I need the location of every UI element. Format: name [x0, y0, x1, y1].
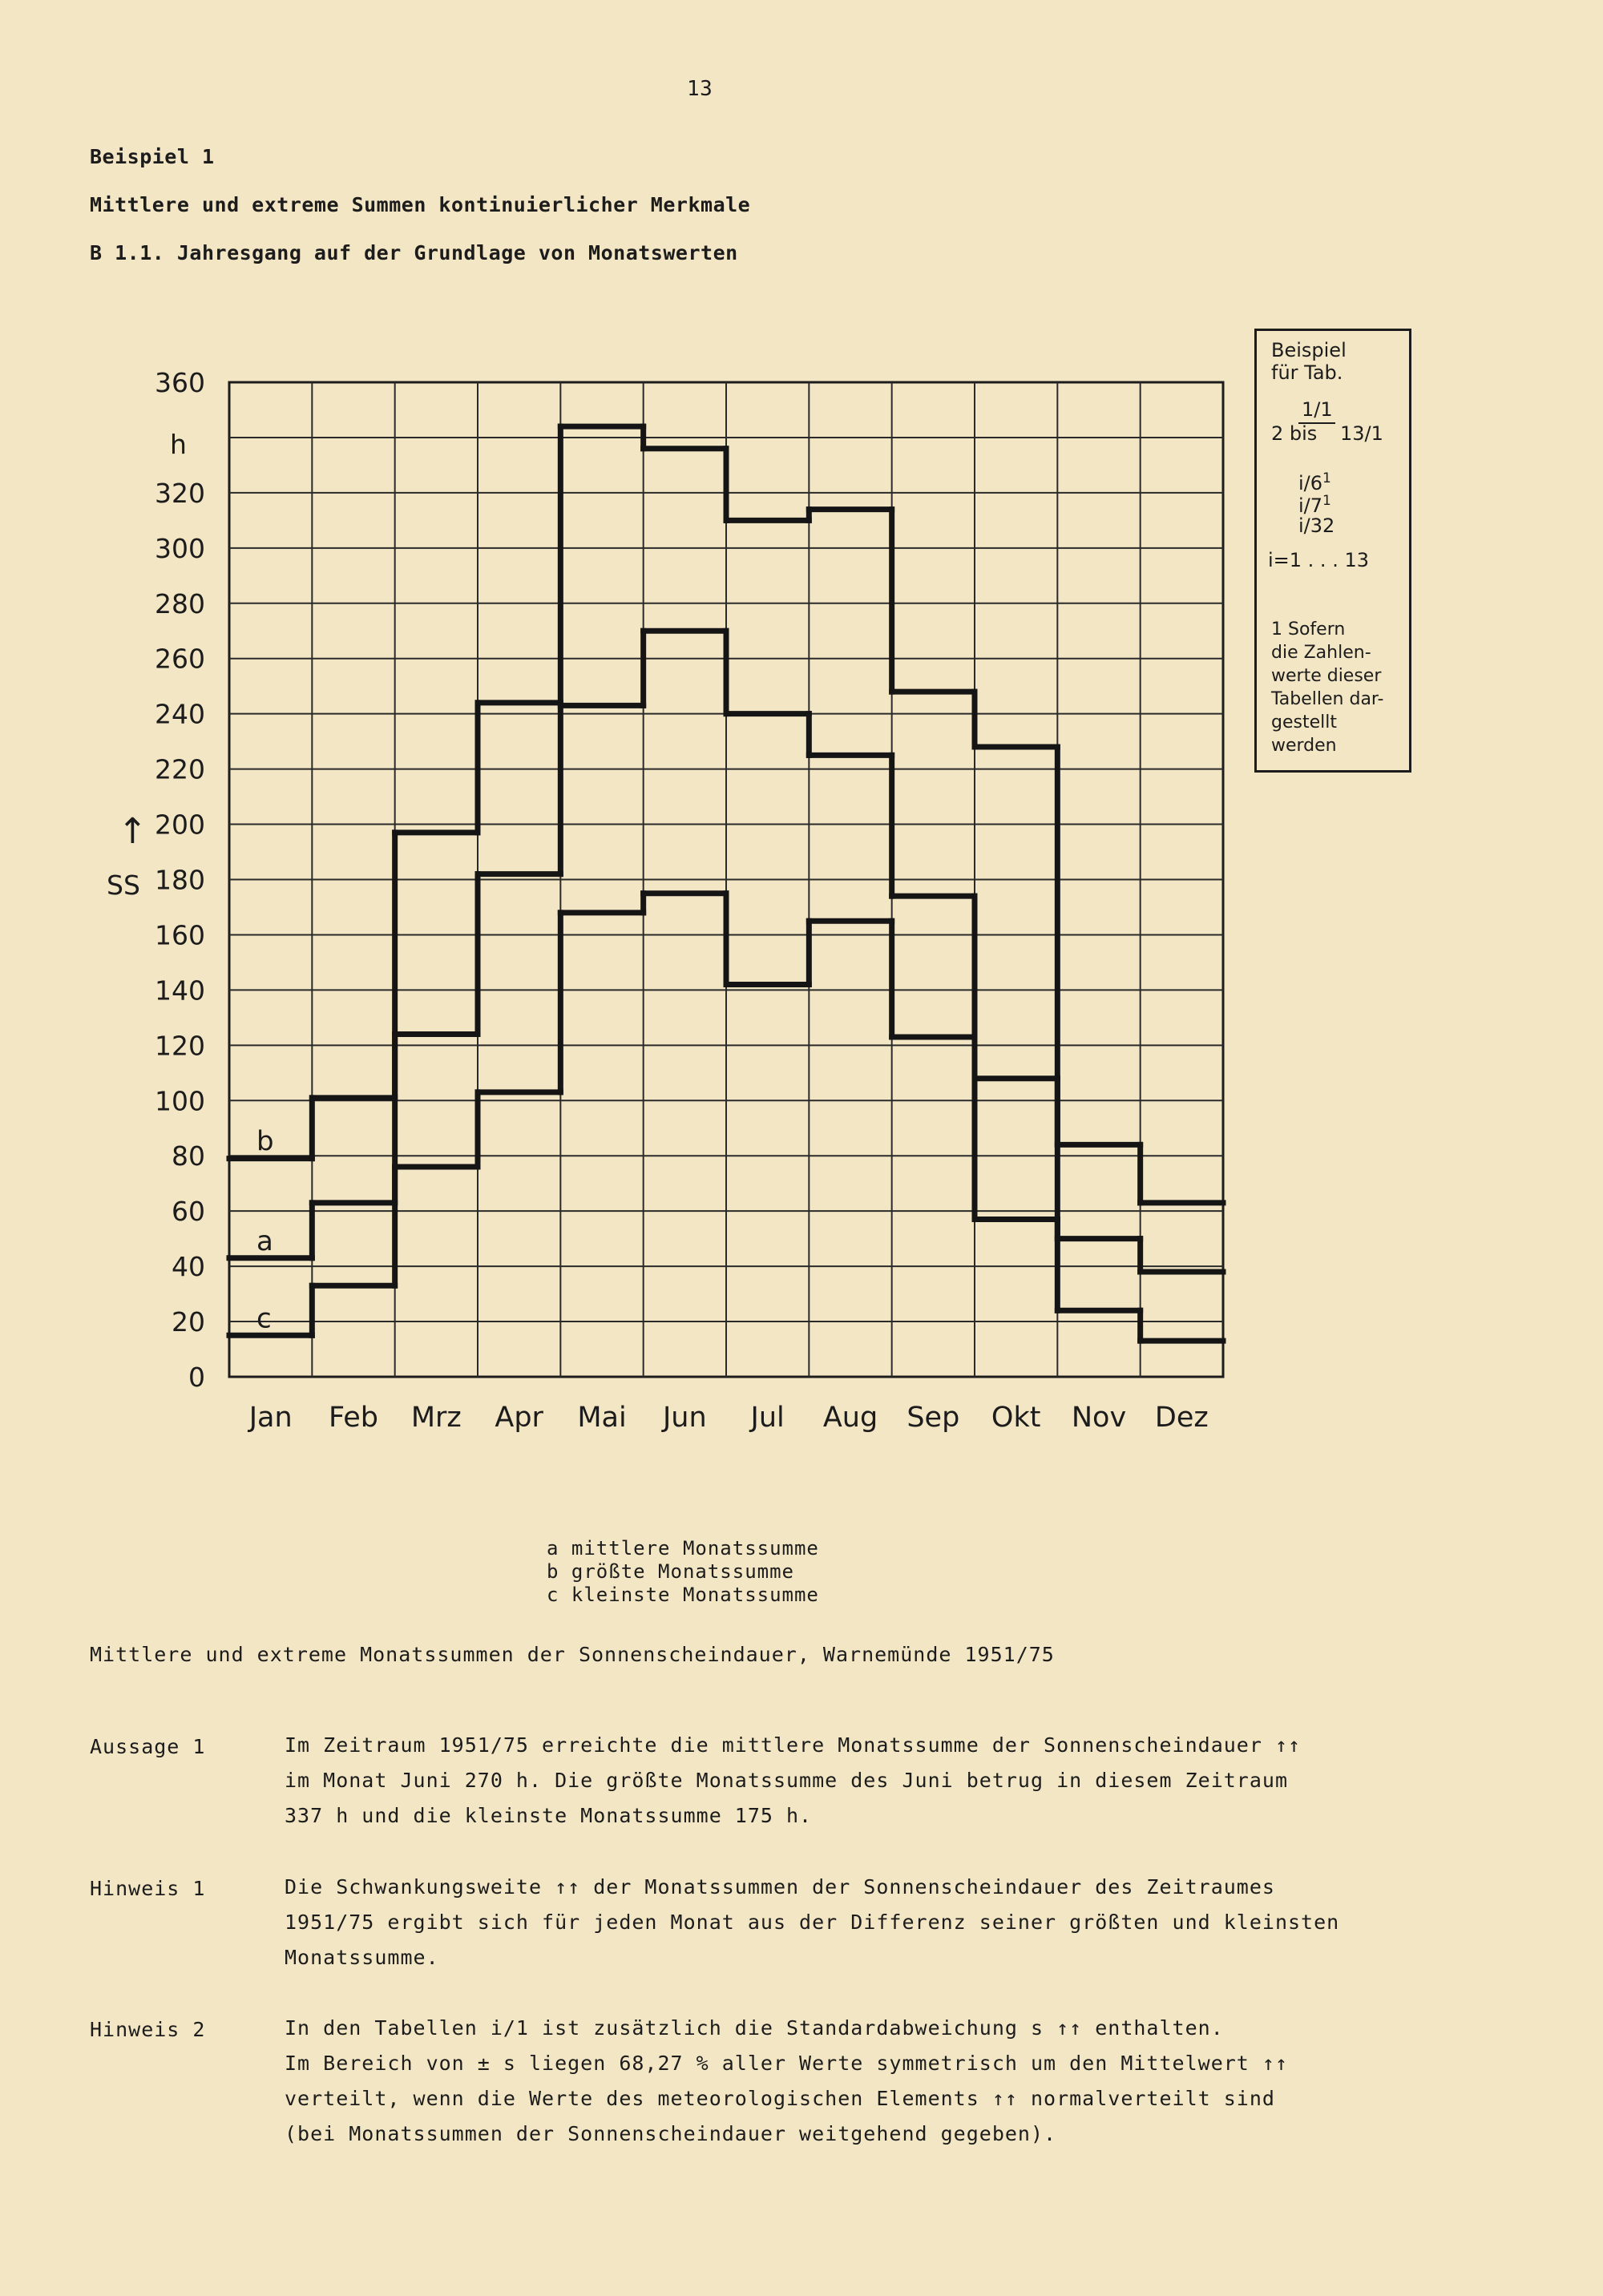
y-tick-label: 320: [155, 477, 205, 509]
y-tick-label: 200: [155, 809, 205, 841]
y-tick-label: 40: [172, 1251, 205, 1283]
y-tick-label: 300: [155, 532, 205, 564]
section-paragraph: [285, 2011, 1407, 2152]
box-ref-1-sup: 1: [1322, 470, 1331, 486]
section-paragraph: [285, 1728, 1407, 1834]
legend-entry: b größte Monatssumme: [547, 1560, 794, 1583]
y-tick-label: 0: [188, 1362, 205, 1393]
y-tick-labels: [155, 367, 205, 1393]
x-tick-label: Sep: [906, 1402, 960, 1434]
series-labels: [256, 1126, 274, 1335]
y-tick-label: 260: [155, 643, 205, 675]
paragraph-line: Im Zeitraum 1951/75 erreichte die mittlere Monatssumme der Sonnenscheindauer ↑↑: [285, 1733, 1302, 1757]
example-heading: Beispiel 1: [90, 145, 215, 168]
y-tick-label: 160: [155, 919, 205, 951]
x-tick-label: Mai: [577, 1402, 627, 1434]
x-tick-label: Jan: [248, 1402, 293, 1434]
box-line-2: für Tab.: [1271, 361, 1343, 384]
y-tick-label: 20: [172, 1306, 205, 1338]
footnote-line: gestellt: [1271, 712, 1337, 732]
y-axis-unit: h: [170, 429, 187, 460]
paragraph-line: Die Schwankungsweite ↑↑ der Monatssummen der Sonnenscheindauer des Zeitraumes: [285, 1875, 1275, 1899]
series-label-a: a: [256, 1225, 273, 1257]
series-label-c: c: [256, 1302, 272, 1335]
paragraph-line: Monatssumme.: [285, 1946, 439, 1969]
x-tick-labels: [248, 1402, 1209, 1434]
footnote-line: Tabellen dar-: [1271, 689, 1384, 709]
box-frac-bottom-b: 13/1: [1340, 422, 1383, 445]
y-tick-label: 100: [155, 1085, 205, 1117]
footnote-line: 1 Sofern: [1271, 619, 1346, 640]
x-tick-label: Nov: [1071, 1402, 1127, 1434]
section-title: Mittlere und extreme Summen kontinuierlicher Merkmale: [90, 193, 751, 216]
section-paragraph: [285, 1870, 1407, 1975]
box-ref-2-sup: 1: [1322, 493, 1331, 509]
footnote-line: werden: [1271, 736, 1337, 756]
x-tick-label: Feb: [329, 1402, 378, 1434]
x-tick-label: Dez: [1154, 1402, 1209, 1434]
paragraph-line: verteilt, wenn die Werte des meteorologischen Elements ↑↑ normalverteilt sind: [285, 2087, 1275, 2110]
section-label: Aussage 1: [90, 1735, 206, 1758]
box-line-1: Beispiel: [1271, 339, 1347, 361]
series-label-b: b: [256, 1125, 274, 1158]
paragraph-line: im Monat Juni 270 h. Die größte Monatssumme des Juni betrug in diesem Zeitraum: [285, 1769, 1288, 1792]
legend-entry: c kleinste Monatssumme: [547, 1584, 819, 1606]
box-ref-2: [1298, 490, 1331, 518]
x-tick-label: Apr: [495, 1402, 543, 1434]
box-ref-2-text: i/7: [1298, 494, 1323, 517]
y-tick-label: 220: [155, 753, 205, 785]
y-axis-label: SS: [107, 870, 140, 901]
box-frac-top: 1/1: [1302, 398, 1333, 421]
paragraph-line: 337 h und die kleinste Monatssumme 175 h.: [285, 1804, 813, 1827]
box-ref-1-text: i/6: [1298, 472, 1323, 494]
figure-caption: Mittlere und extreme Monatssummen der Sonnenscheindauer, Warnemünde 1951/75: [90, 1643, 1055, 1666]
box-range: i=1 . . . 13: [1268, 549, 1369, 571]
y-axis-arrow: ↑: [118, 811, 147, 852]
x-tick-label: Jul: [750, 1402, 785, 1434]
y-tick-label: 280: [155, 587, 205, 619]
y-tick-label: 240: [155, 698, 205, 730]
x-tick-label: Mrz: [410, 1402, 462, 1434]
paragraph-line: (bei Monatssummen der Sonnenscheindauer weitgehend gegeben).: [285, 2122, 1057, 2145]
chart-grid: [229, 382, 1223, 1377]
y-tick-label: 360: [155, 367, 205, 398]
legend-entry: a mittlere Monatssumme: [547, 1537, 819, 1560]
reference-box: [1254, 329, 1411, 773]
box-footnote: [1271, 618, 1384, 757]
x-tick-label: Okt: [991, 1402, 1041, 1434]
paragraph-line: Im Bereich von ± s liegen 68,27 % aller Werte symmetrisch um den Mittelwert ↑↑: [285, 2052, 1288, 2075]
y-tick-label: 60: [172, 1196, 205, 1228]
y-tick-label: 140: [155, 974, 205, 1007]
section-label: Hinweis 1: [90, 1877, 206, 1900]
section-label: Hinweis 2: [90, 2018, 206, 2041]
x-tick-label: Jun: [662, 1402, 707, 1434]
y-tick-label: 180: [155, 864, 205, 896]
y-tick-label: 120: [155, 1030, 205, 1062]
footnote-line: werte dieser: [1271, 666, 1382, 686]
box-frac-bottom-a: 2 bis: [1271, 422, 1318, 445]
box-ref-3: i/32: [1298, 514, 1335, 537]
footnote-line: die Zahlen-: [1271, 643, 1371, 663]
paragraph-line: 1951/75 ergibt sich für jeden Monat aus der Differenz seiner größten und kleinsten: [285, 1911, 1340, 1934]
page-number: 13: [687, 77, 713, 101]
subsection-title: B 1.1. Jahresgang auf der Grundlage von Monatswerten: [90, 241, 738, 264]
x-tick-label: Aug: [822, 1402, 878, 1434]
y-tick-label: 80: [172, 1140, 205, 1172]
paragraph-line: In den Tabellen i/1 ist zusätzlich die Standardabweichung s ↑↑ enthalten.: [285, 2016, 1224, 2040]
